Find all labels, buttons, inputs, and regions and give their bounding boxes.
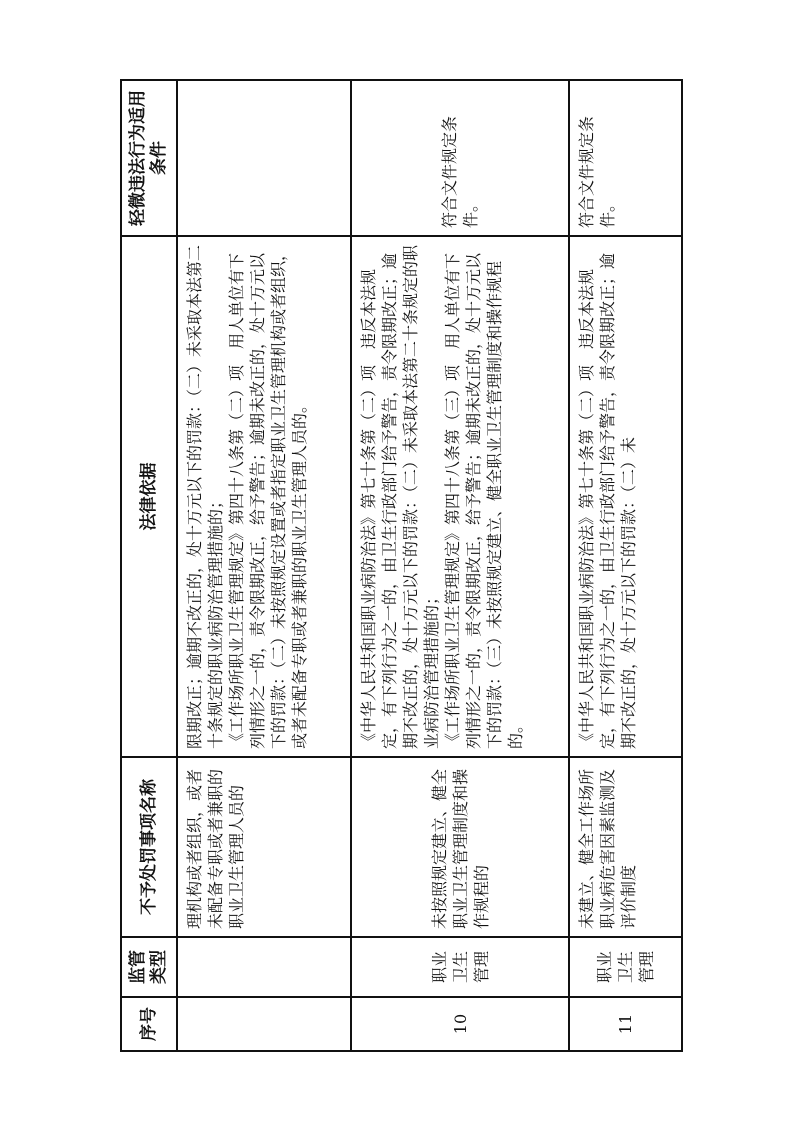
row-name: 未按照规定建立、健全职业卫生管理制度和操作规程的: [351, 757, 569, 937]
row-basis: [569, 236, 682, 757]
header-type: 监管类型: [121, 937, 177, 997]
row-name: 未建立、健全工作场所职业病危害因素监测及评价制度: [569, 757, 682, 937]
basis-paragraph: 限期改正；逾期不改正的，处十万元以下的罚款：（二）未采取本法第二十条规定的职业病防治管理措施的；: [185, 244, 225, 749]
table-row: [177, 80, 351, 1051]
table-row: [351, 80, 569, 1051]
row-seq: 10: [351, 997, 569, 1051]
row-condition: [177, 80, 351, 236]
row-basis: [351, 236, 569, 757]
table-row: [569, 80, 682, 1051]
basis-paragraph: 《中华人民共和国职业病防治法》第七十条第（二）项 违反本法规定，有下列行为之一的，由卫生行政部门给予警告，责令限期改正；逾期不改正的，处十万元以下的罚款：（二）未: [577, 252, 638, 749]
penalty-table: [120, 79, 683, 1052]
basis-paragraph: 《工作场所职业卫生管理规定》第四十八条第（二）项 用人单位有下列情形之一的，责令限期改正，给予警告；逾期未改正的，处十万元以下的罚款：（二）未按照规定设置或者指定职业卫生管理机构或者组织，或者未配备专职或者兼职的职业卫生管理人员的。: [227, 244, 309, 749]
header-condition: 轻微违法行为适用条件: [121, 80, 177, 236]
header-row: [121, 80, 177, 1051]
header-name: 不予处罚事项名称: [121, 757, 177, 937]
basis-paragraph: 《中华人民共和国职业病防治法》第七十条第（二）项 违反本法规定，有下列行为之一的，由卫生行政部门给予警告，责令限期改正；逾期不改正的，处十万元以下的罚款：（二）未采取本法第二十条规定的职业病防治管理措施的；: [359, 244, 441, 749]
row-type: [177, 937, 351, 997]
row-name: 理机构或者组织，或者未配备专职或者兼职的职业卫生管理人员的: [177, 757, 351, 937]
row-type: 职业卫生管理: [569, 937, 682, 997]
row-condition: 符合文件规定条件。: [569, 80, 682, 236]
basis-paragraph: 《工作场所职业卫生管理规定》第四十八条第（三）项 用人单位有下列情形之一的，责令限期改正，给予警告；逾期未改正的，处十万元以下的罚款：（三）未按照规定建立、健全职业卫生管理制度和操作规程的。: [443, 252, 525, 749]
row-basis: [177, 236, 351, 757]
row-type: 职业卫生管理: [351, 937, 569, 997]
row-seq: [177, 997, 351, 1051]
header-basis: 法律依据: [121, 236, 177, 757]
row-condition: 符合文件规定条件。: [351, 80, 569, 236]
header-seq: 序号: [121, 997, 177, 1051]
rotated-page: [120, 81, 663, 1052]
row-seq: 11: [569, 997, 682, 1051]
